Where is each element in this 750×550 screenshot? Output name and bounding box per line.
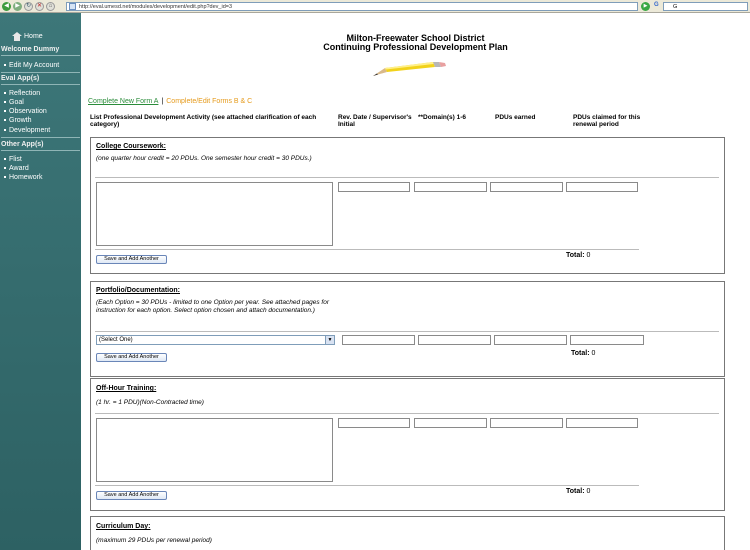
total-value: 0 xyxy=(586,488,591,495)
section-note: (1 hr. = 1 PDU)(Non-Contracted time) xyxy=(96,399,204,406)
col-header-domains: **Domain(s) 1-6 xyxy=(418,114,467,121)
divider xyxy=(95,413,719,414)
reload-icon[interactable]: ↻ xyxy=(25,2,32,9)
domains-input[interactable] xyxy=(414,182,487,192)
section-note: (one quarter hour credit = 20 PDUs. One semester hour credit = 30 PDUs.) xyxy=(96,155,312,162)
divider xyxy=(95,177,719,178)
sidebar-item-development[interactable]: Development xyxy=(4,127,50,134)
sidebar-item-flist[interactable]: Flist xyxy=(4,156,22,163)
address-bar[interactable]: http://eval.umesd.net/modules/development/edit.php?dev_id=3 xyxy=(66,2,638,11)
total-value: 0 xyxy=(591,350,596,357)
form-links xyxy=(88,98,252,105)
divider xyxy=(95,249,639,250)
sidebar-item-edit-account[interactable]: Edit My Account xyxy=(4,62,59,69)
complete-form-a-link[interactable]: Complete New Form A xyxy=(88,98,159,105)
complete-forms-bc-link[interactable]: Complete/Edit Forms B & C xyxy=(166,98,253,105)
total-display: Total: 0 xyxy=(566,488,591,495)
sidebar xyxy=(0,13,81,550)
pdus-earned-input[interactable] xyxy=(490,182,563,192)
district-title: Milton-Freewater School District xyxy=(346,33,485,43)
domains-input[interactable] xyxy=(418,335,491,345)
section-title: Curriculum Day: xyxy=(96,523,151,530)
option-select[interactable]: (Select One) ▼ xyxy=(96,335,335,345)
pdus-claimed-input[interactable] xyxy=(566,182,638,192)
sidebar-item-award[interactable]: Award xyxy=(4,165,29,172)
pdus-earned-input[interactable] xyxy=(490,418,563,428)
col-header-pdus-claimed: PDUs claimed for this renewal period xyxy=(573,114,641,128)
total-value: 0 xyxy=(586,252,591,259)
other-apps-heading: Other App(s) xyxy=(1,141,44,148)
section-off-hour-training xyxy=(90,378,725,511)
section-title: Portfolio/Documentation: xyxy=(96,287,180,294)
sidebar-divider xyxy=(1,55,80,56)
total-display: Total: 0 xyxy=(571,350,596,357)
col-header-activity: List Professional Development Activity (see attached clarification of each category) xyxy=(90,114,317,128)
plan-title: Continuing Professional Development Plan xyxy=(323,42,508,52)
save-and-add-button[interactable]: Save and Add Another xyxy=(96,255,167,264)
forward-icon[interactable]: ▶ xyxy=(13,2,22,11)
rev-date-input[interactable] xyxy=(338,418,410,428)
eval-apps-heading: Eval App(s) xyxy=(1,75,40,82)
back-icon[interactable]: ◀ xyxy=(2,2,11,11)
col-header-rev-date: Rev. Date / Supervisor's Initial xyxy=(338,114,412,128)
section-title: Off-Hour Training: xyxy=(96,385,157,392)
section-note: (Each Option = 30 PDUs - limited to one Option per year. See attached pages for instruction for each option. Select option chosen and attach documentation.) xyxy=(96,299,329,314)
link-separator: | xyxy=(161,98,164,105)
save-and-add-button[interactable]: Save and Add Another xyxy=(96,491,167,500)
section-curriculum-day xyxy=(90,516,725,550)
save-and-add-button[interactable]: Save and Add Another xyxy=(96,353,167,362)
col-header-pdus-earned: PDUs earned xyxy=(495,114,536,121)
sidebar-divider xyxy=(1,84,80,85)
home-icon xyxy=(12,32,22,41)
chevron-down-icon: ▼ xyxy=(325,336,334,344)
welcome-text: Welcome Dummy xyxy=(1,46,60,53)
pdus-claimed-input[interactable] xyxy=(570,335,644,345)
sidebar-item-growth[interactable]: Growth xyxy=(4,117,32,124)
sidebar-item-goal[interactable]: Goal xyxy=(4,99,24,106)
home-link[interactable] xyxy=(12,32,43,41)
pdus-earned-input[interactable] xyxy=(494,335,567,345)
activity-textarea[interactable] xyxy=(96,418,333,482)
google-icon: G xyxy=(654,2,659,8)
sidebar-divider xyxy=(1,72,80,73)
stop-icon[interactable]: ✕ xyxy=(36,2,43,9)
domains-input[interactable] xyxy=(414,418,487,428)
sidebar-divider xyxy=(1,137,80,138)
sidebar-item-reflection[interactable]: Reflection xyxy=(4,90,40,97)
divider xyxy=(95,485,639,486)
section-title: College Coursework: xyxy=(96,143,167,150)
divider xyxy=(95,331,719,332)
rev-date-input[interactable] xyxy=(338,182,410,192)
rev-date-input[interactable] xyxy=(342,335,415,345)
total-display: Total: 0 xyxy=(566,252,591,259)
go-icon[interactable]: ▶ xyxy=(641,2,650,11)
home-label: Home xyxy=(24,33,43,40)
pencil-icon xyxy=(371,62,447,78)
sidebar-divider xyxy=(1,150,80,151)
section-portfolio xyxy=(90,281,725,377)
activity-textarea[interactable] xyxy=(96,182,333,246)
search-input[interactable]: G xyxy=(663,2,748,11)
section-note: (maximum 29 PDUs per renewal period) xyxy=(96,537,212,544)
pdus-claimed-input[interactable] xyxy=(566,418,638,428)
page-favicon-icon xyxy=(69,3,76,10)
section-college-coursework xyxy=(90,137,725,274)
sidebar-item-homework[interactable]: Homework xyxy=(4,174,42,181)
browser-home-icon[interactable]: ⌂ xyxy=(46,2,55,11)
sidebar-item-observation[interactable]: Observation xyxy=(4,108,47,115)
main-content xyxy=(81,13,750,550)
